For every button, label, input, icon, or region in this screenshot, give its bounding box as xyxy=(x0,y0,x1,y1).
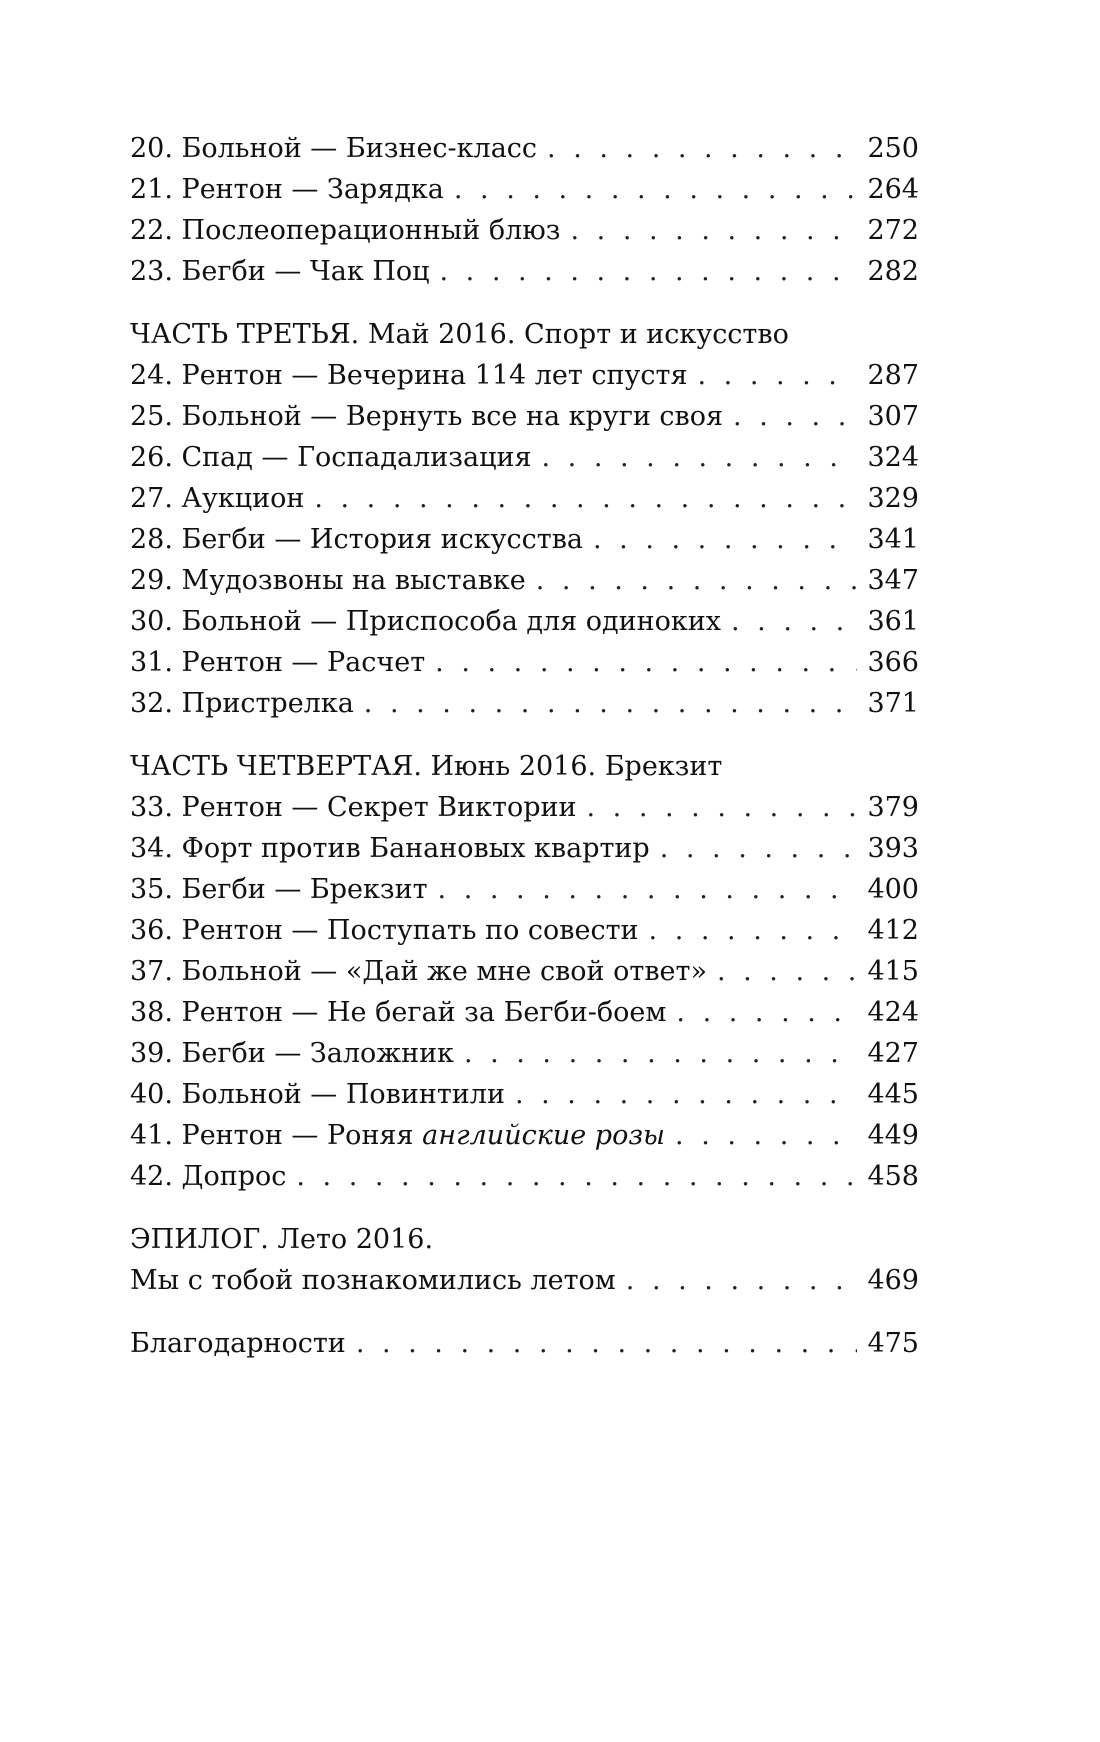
entry-title: 33. Рентон — Секрет Виктории xyxy=(130,792,577,823)
entry-page-number: 415 xyxy=(867,956,919,987)
entry-page-number: 341 xyxy=(867,524,919,555)
entry-title: 39. Бегби — Заложник xyxy=(130,1038,454,1069)
toc-entry xyxy=(130,478,919,519)
entry-title: 23. Бегби — Чак Поц xyxy=(130,256,430,287)
entry-title: 28. Бегби — История искусства xyxy=(130,524,584,555)
toc-section-part-four xyxy=(130,746,919,1197)
toc-entry xyxy=(130,828,919,869)
dot-leader xyxy=(438,869,858,910)
entry-page-number: 361 xyxy=(867,606,919,637)
dot-leader xyxy=(296,1156,857,1197)
toc-entry xyxy=(130,1115,919,1156)
entry-page-number: 379 xyxy=(867,792,919,823)
toc-entry xyxy=(130,1323,919,1364)
toc-entry xyxy=(130,910,919,951)
toc-entry xyxy=(130,951,919,992)
toc-entry xyxy=(130,1260,919,1301)
toc-entry xyxy=(130,1033,919,1074)
entry-title: 37. Больной — «Дай же мне свой ответ» xyxy=(130,956,707,987)
entry-page-number: 458 xyxy=(867,1161,919,1192)
toc-entry xyxy=(130,1074,919,1115)
dot-leader xyxy=(733,396,857,437)
entry-page-number: 307 xyxy=(867,401,919,432)
toc-section-epilogue xyxy=(130,1219,919,1301)
entry-title: 29. Мудозвоны на выставке xyxy=(130,565,526,596)
dot-leader xyxy=(314,478,857,519)
entry-page-number: 264 xyxy=(867,174,919,205)
entry-title: 30. Больной — Приспособа для одиноких xyxy=(130,606,722,637)
dot-leader xyxy=(649,910,858,951)
toc-entry xyxy=(130,128,919,169)
entry-title: 31. Рентон — Расчет xyxy=(130,647,426,678)
toc-entry xyxy=(130,787,919,828)
entry-title: 22. Послеоперационный блюз xyxy=(130,215,561,246)
entry-title: 26. Спад — Госпадализация xyxy=(130,442,532,473)
part-heading: ЧАСТЬ ЧЕТВЕРТАЯ. Июнь 2016. Брекзит xyxy=(130,751,723,782)
toc-entry xyxy=(130,169,919,210)
entry-page-number: 424 xyxy=(867,997,919,1028)
entry-title-plain: 41. Рентон — Роняя xyxy=(130,1120,423,1151)
dot-leader xyxy=(571,210,858,251)
dot-leader xyxy=(626,1260,858,1301)
entry-title: 24. Рентон — Вечерина 114 лет спустя xyxy=(130,360,688,391)
entry-title: 42. Допрос xyxy=(130,1161,287,1192)
toc-entry xyxy=(130,642,919,683)
toc-entry xyxy=(130,601,919,642)
dot-leader xyxy=(364,683,858,724)
dot-leader xyxy=(440,251,858,292)
dot-leader xyxy=(515,1074,857,1115)
toc-entry xyxy=(130,396,919,437)
toc-entry xyxy=(130,519,919,560)
entry-page-number: 329 xyxy=(867,483,919,514)
entry-title: 35. Бегби — Брекзит xyxy=(130,874,428,905)
entry-title: 25. Больной — Вернуть все на круги своя xyxy=(130,401,724,432)
entry-page-number: 366 xyxy=(867,647,919,678)
entry-title: 27. Аукцион xyxy=(130,483,305,514)
dot-leader xyxy=(660,828,858,869)
entry-title-italic: английские розы xyxy=(422,1120,666,1151)
entry-page-number: 282 xyxy=(867,256,919,287)
entry-title: 21. Рентон — Зарядка xyxy=(130,174,444,205)
dot-leader xyxy=(717,951,857,992)
entry-page-number: 393 xyxy=(867,833,919,864)
entry-page-number: 287 xyxy=(867,360,919,391)
toc-entry xyxy=(130,992,919,1033)
toc-entry xyxy=(130,355,919,396)
entry-title: Мы с тобой познакомились летом xyxy=(130,1265,616,1296)
toc-section-part-three xyxy=(130,314,919,724)
entry-page-number: 324 xyxy=(867,442,919,473)
entry-page-number: 469 xyxy=(867,1265,919,1296)
entry-title: Благодарности xyxy=(130,1328,346,1359)
dot-leader xyxy=(454,169,858,210)
entry-title: 20. Больной — Бизнес-класс xyxy=(130,133,538,164)
toc-entry xyxy=(130,560,919,601)
dot-leader xyxy=(675,1115,857,1156)
entry-title xyxy=(130,1115,675,1156)
entry-title: 38. Рентон — Не бегай за Бегби-боем xyxy=(130,997,667,1028)
entry-page-number: 412 xyxy=(867,915,919,946)
entry-page-number: 371 xyxy=(867,688,919,719)
toc-entry xyxy=(130,869,919,910)
dot-leader xyxy=(593,519,857,560)
toc-entry xyxy=(130,437,919,478)
entry-page-number: 272 xyxy=(867,215,919,246)
dot-leader xyxy=(676,992,857,1033)
toc-entry xyxy=(130,683,919,724)
toc-section-continued xyxy=(130,0,919,292)
entry-page-number: 400 xyxy=(867,874,919,905)
toc-entry xyxy=(130,210,919,251)
entry-page-number: 449 xyxy=(867,1120,919,1151)
part-heading: ЭПИЛОГ. Лето 2016. xyxy=(130,1224,434,1255)
entry-title: 40. Больной — Повинтили xyxy=(130,1079,505,1110)
dot-leader xyxy=(356,1323,858,1364)
entry-title: 32. Пристрелка xyxy=(130,688,354,719)
part-heading: ЧАСТЬ ТРЕТЬЯ. Май 2016. Спорт и искусство xyxy=(130,319,789,350)
entry-page-number: 250 xyxy=(867,133,919,164)
toc-entry xyxy=(130,1156,919,1197)
dot-leader xyxy=(547,128,857,169)
entry-page-number: 427 xyxy=(867,1038,919,1069)
toc-section-acknowledgements xyxy=(130,1323,919,1364)
dot-leader xyxy=(697,355,857,396)
dot-leader xyxy=(536,560,858,601)
toc-entry xyxy=(130,251,919,292)
entry-page-number: 347 xyxy=(867,565,919,596)
dot-leader xyxy=(542,437,858,478)
entry-page-number: 445 xyxy=(867,1079,919,1110)
entry-title: 36. Рентон — Поступать по совести xyxy=(130,915,639,946)
dot-leader xyxy=(731,601,857,642)
dot-leader xyxy=(435,642,857,683)
entry-title: 34. Форт против Банановых квартир xyxy=(130,833,650,864)
dot-leader xyxy=(464,1033,858,1074)
table-of-contents xyxy=(130,0,919,1364)
dot-leader xyxy=(587,787,858,828)
entry-page-number: 475 xyxy=(867,1328,919,1359)
